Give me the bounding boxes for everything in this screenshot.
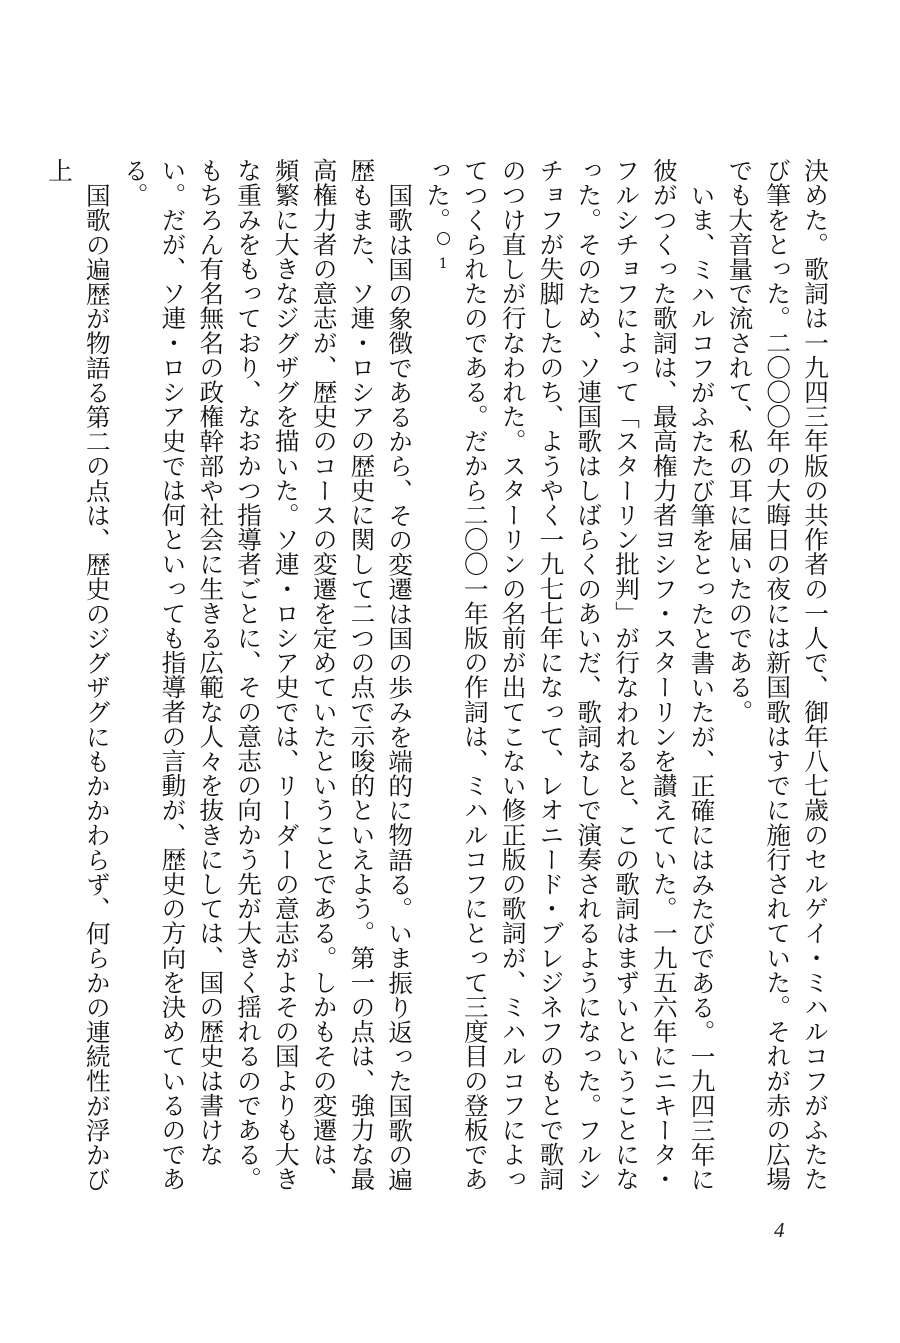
paragraph-1: 決めた。歌詞は一九四三年版の共作者の一人で、御年八七歳のセルゲイ・ミハルコフがふたたび筆をとった。二〇〇〇年の大晦日の夜には新国歌はすでに施行されていた。それが赤の広場でも大音量で流されて、私の耳に届いたのである。	[725, 158, 830, 1192]
paragraph-4: 国歌の遍歴が物語る第二の点は、歴史のジグザグにもかかわらず、何らかの連続性が浮かび上	[45, 158, 112, 1192]
page-number: 4	[774, 1218, 785, 1242]
paragraph-2-text: いま、ミハルコフがふたたび筆をとったと書いたが、正確にはみたびである。一九四三年に彼がつくった歌詞は、最高権力者ヨシフ・スターリンを讃えていた。一九五六年にニキータ・フルシチョフによって「スターリン批判」が行なわれると、この歌詞はまずいということになった。そのため、ソ連国歌はしばらくのあいだ、歌詞なしで演奏されるようになった。フルシチョフが失脚したのち、ようやく一九七七年になって、レオニード・ブレジネフのもとで歌詞のつけ直しが行なわれた。スターリンの名前が出てこない修正版の歌詞が、ミハルコフによってつくられたのである。だから二〇〇一年版の作詞は、ミハルコフにとって三度目の登板であった。	[423, 158, 717, 1192]
footnote-marker[interactable]: 1	[437, 232, 450, 245]
paragraph-3: 国歌は国の象徴であるから、その変遷は国の歩みを端的に物語る。いま振り返った国歌の遍歴もまた、ソ連・ロシアの歴史に関して二つの点で示唆的といえよう。第一の点は、強力な最高権力者の意志が、歴史のコースの変遷を定めていたということである。しかもその変遷は、頻繁に大きなジグザグを描いた。ソ連・ロシア史では、リーダーの意志がよその国よりも大きな重みをもっており、なおかつ指導者ごとに、その意志の向かう先が大きく揺れるのである。もちろん有名無名の政権幹部や社会に生きる広範な人々を抜きにしては、国の歴史は書けない。だが、ソ連・ロシア史では何といっても指導者の言動が、歴史の方向を決めているのである。	[120, 158, 415, 1192]
paragraph-2	[418, 158, 720, 1192]
body-text	[45, 158, 834, 1192]
